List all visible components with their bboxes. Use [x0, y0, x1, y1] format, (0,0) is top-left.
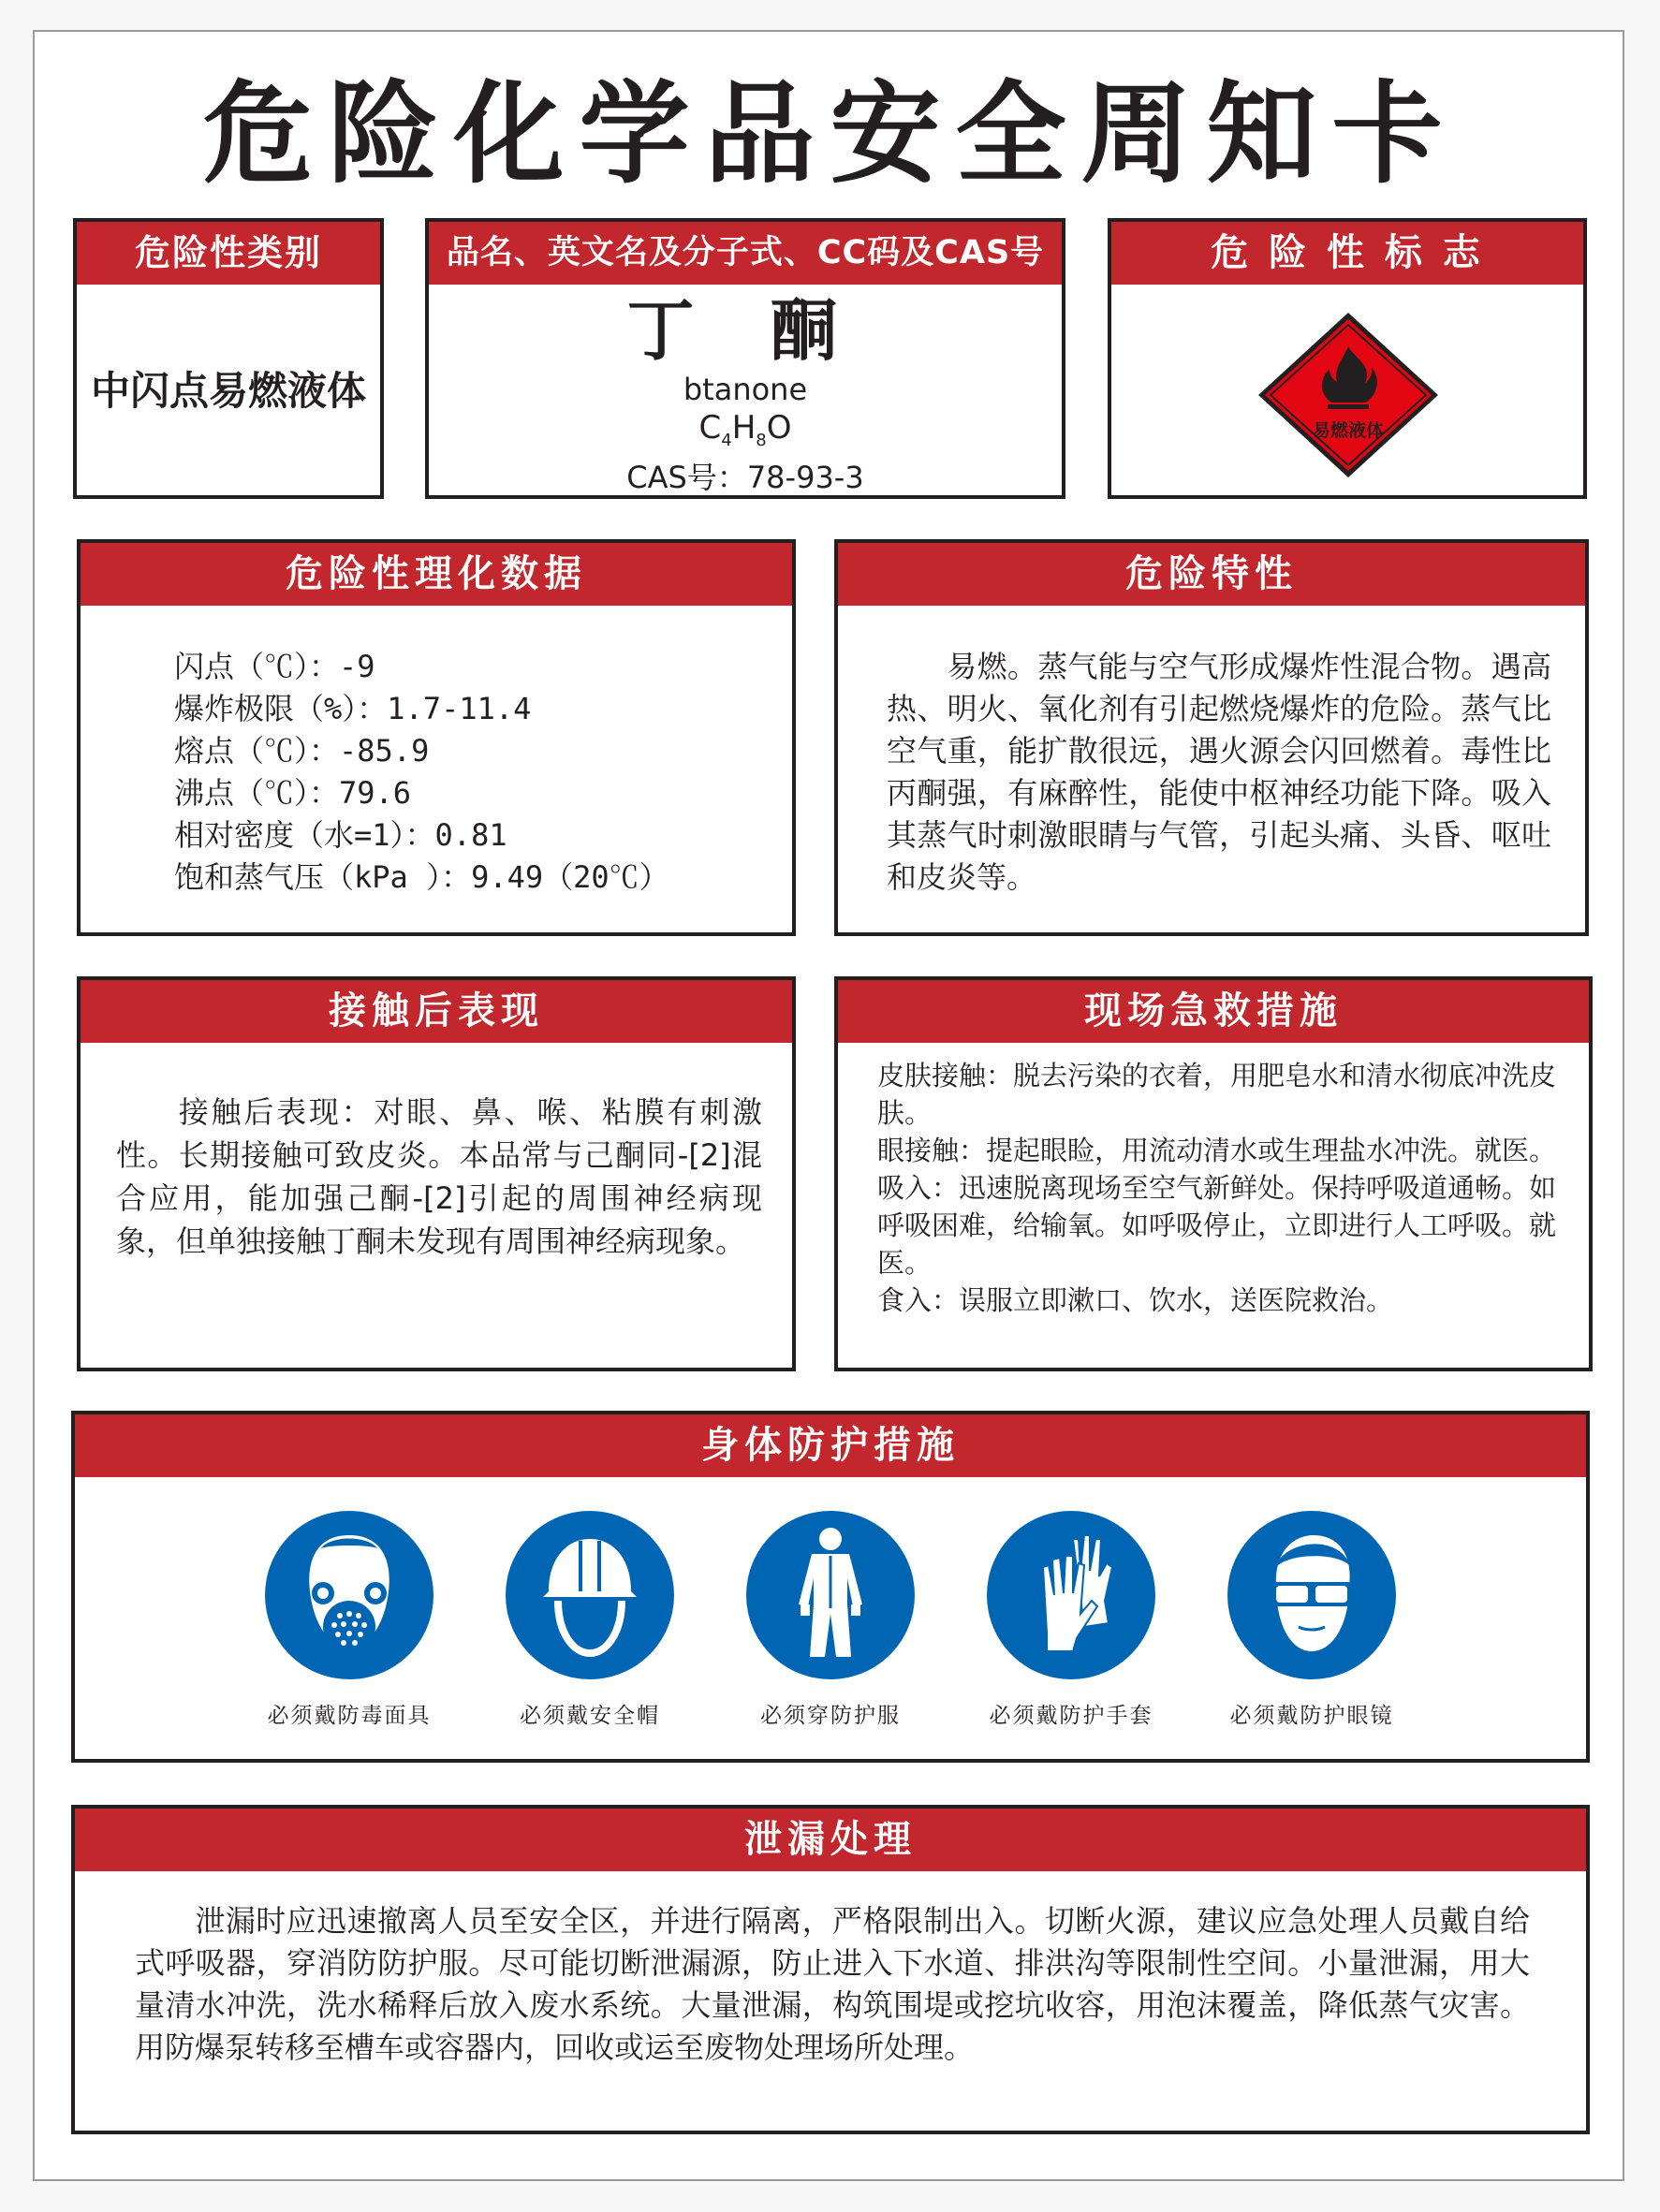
formula-c-sub: 4: [721, 430, 732, 450]
gas-mask-icon: [265, 1511, 433, 1679]
leak-handling-header: 泄漏处理: [75, 1809, 1586, 1871]
first-aid-item: 眼接触：提起眼睑，用流动清水或生理盐水冲洗。就医。: [877, 1135, 1557, 1166]
exposure-symptoms-header: 接触后表现: [81, 980, 792, 1043]
protection-item: [468, 1511, 712, 1729]
page-title: 危险化学品安全周知卡: [202, 69, 1458, 198]
molecular-formula: [429, 409, 1062, 450]
protection-item: [228, 1511, 471, 1729]
exposure-symptoms-text: 接触后表现：对眼、鼻、喉、粘膜有刺激性。长期接触可致皮炎。本品常与己酮同-[2]混合应用，能加强己酮-[2]引起的周围神经病现象，但单独接触丁酮未发现有周围神经病现象。: [116, 1094, 762, 1259]
protective-gloves-icon: [987, 1511, 1155, 1679]
hazard-mark-label: 易燃液体: [1312, 420, 1385, 441]
hazard-properties-box: [834, 539, 1589, 936]
classification-box: [73, 218, 384, 499]
physchem-item: 沸点（℃）：79.6: [174, 775, 412, 811]
physchem-item: 相对密度（水=1）：0.81: [174, 817, 507, 853]
protection-item: [1190, 1511, 1433, 1729]
first-aid-item: 皮肤接触：脱去污染的衣着，用肥皂水和清水彻底冲洗皮肤。: [877, 1060, 1557, 1129]
body-protection-box: [71, 1411, 1590, 1763]
physchem-item: 饱和蒸气压（kPa ）：9.49（20℃）: [174, 859, 669, 895]
protection-label: 必须戴安全帽: [520, 1704, 660, 1728]
leak-handling-box: [71, 1805, 1590, 2134]
product-name-box: [425, 218, 1065, 499]
classification-value: 中闪点易燃液体: [90, 368, 366, 414]
protection-label: 必须戴防毒面具: [267, 1704, 432, 1728]
hazard-properties-header: 危险特性: [838, 543, 1585, 606]
formula-h: H: [731, 409, 757, 447]
physchem-item: 熔点（℃）：-85.9: [174, 733, 430, 769]
formula-o: O: [766, 409, 792, 447]
hazard-properties-text: 易燃。蒸气能与空气形成爆炸性混合物。遇高热、明火、氧化剂有引起燃烧爆炸的危险。蒸气比空气重，能扩散很远，遇火源会闪回燃着。毒性比丙酮强，有麻醉性，能使中枢神经功能下降。吸入其蒸气时刺激眼睛与气管，引起头痛、头昏、呕吐和皮炎等。: [887, 649, 1551, 895]
protective-suit-icon: [746, 1511, 915, 1679]
safety-goggles-icon: [1227, 1511, 1396, 1679]
physchem-item: 爆炸极限（%）：1.7-11.4: [174, 691, 532, 726]
cas-number: CAS号：78-93-3: [626, 460, 864, 495]
product-name-en: btanone: [683, 372, 808, 407]
physchem-data-box: [77, 539, 796, 936]
product-name-cn: 丁 酮: [626, 291, 864, 370]
protection-item: [949, 1511, 1193, 1729]
formula-c: C: [698, 409, 722, 447]
flammable-liquid-diamond-icon: [1255, 311, 1442, 479]
body-protection-header: 身体防护措施: [75, 1414, 1586, 1477]
formula-h-sub: 8: [756, 430, 767, 450]
first-aid-header: 现场急救措施: [838, 980, 1589, 1043]
first-aid-box: [834, 976, 1593, 1371]
protection-label: 必须穿防护服: [760, 1704, 901, 1728]
protection-label: 必须戴防护手套: [989, 1704, 1153, 1728]
protection-item: [709, 1511, 952, 1729]
protection-label: 必须戴防护眼镜: [1229, 1704, 1394, 1728]
leak-handling-text: 泄漏时应迅速撤离人员至安全区，并进行隔离，严格限制出入。切断火源，建议应急处理人员戴自给式呼吸器，穿消防防护服。尽可能切断泄漏源，防止进入下水道、排洪沟等限制性空间。小量泄漏，用大量清水冲洗，洗水稀释后放入废水系统。大量泄漏，构筑围堤或挖坑收容，用泡沫覆盖，降低蒸气灾害。用防爆泵转移至槽车或容器内，回收或运至废物处理场所处理。: [135, 1903, 1530, 2065]
safety-helmet-icon: [506, 1511, 674, 1679]
hazard-mark-box: [1108, 218, 1587, 499]
exposure-symptoms-box: [77, 976, 796, 1371]
physchem-item: 闪点（℃）：-9: [174, 649, 375, 684]
classification-header: 危险性类别: [77, 222, 380, 285]
hazard-mark-header: 危 险 性 标 志: [1111, 222, 1583, 285]
physchem-data-header: 危险性理化数据: [81, 543, 792, 606]
first-aid-item: 食入：误服立即漱口、饮水，送医院救治。: [877, 1284, 1394, 1316]
first-aid-list: [877, 1057, 1561, 1319]
product-name-header: 品名、英文名及分子式、CC码及CAS号: [429, 222, 1062, 285]
first-aid-item: 吸入：迅速脱离现场至空气新鲜处。保持呼吸道通畅。如呼吸困难，给输氧。如呼吸停止，立即进行人工呼吸。就医。: [877, 1172, 1557, 1279]
physchem-data-list: [174, 646, 669, 899]
